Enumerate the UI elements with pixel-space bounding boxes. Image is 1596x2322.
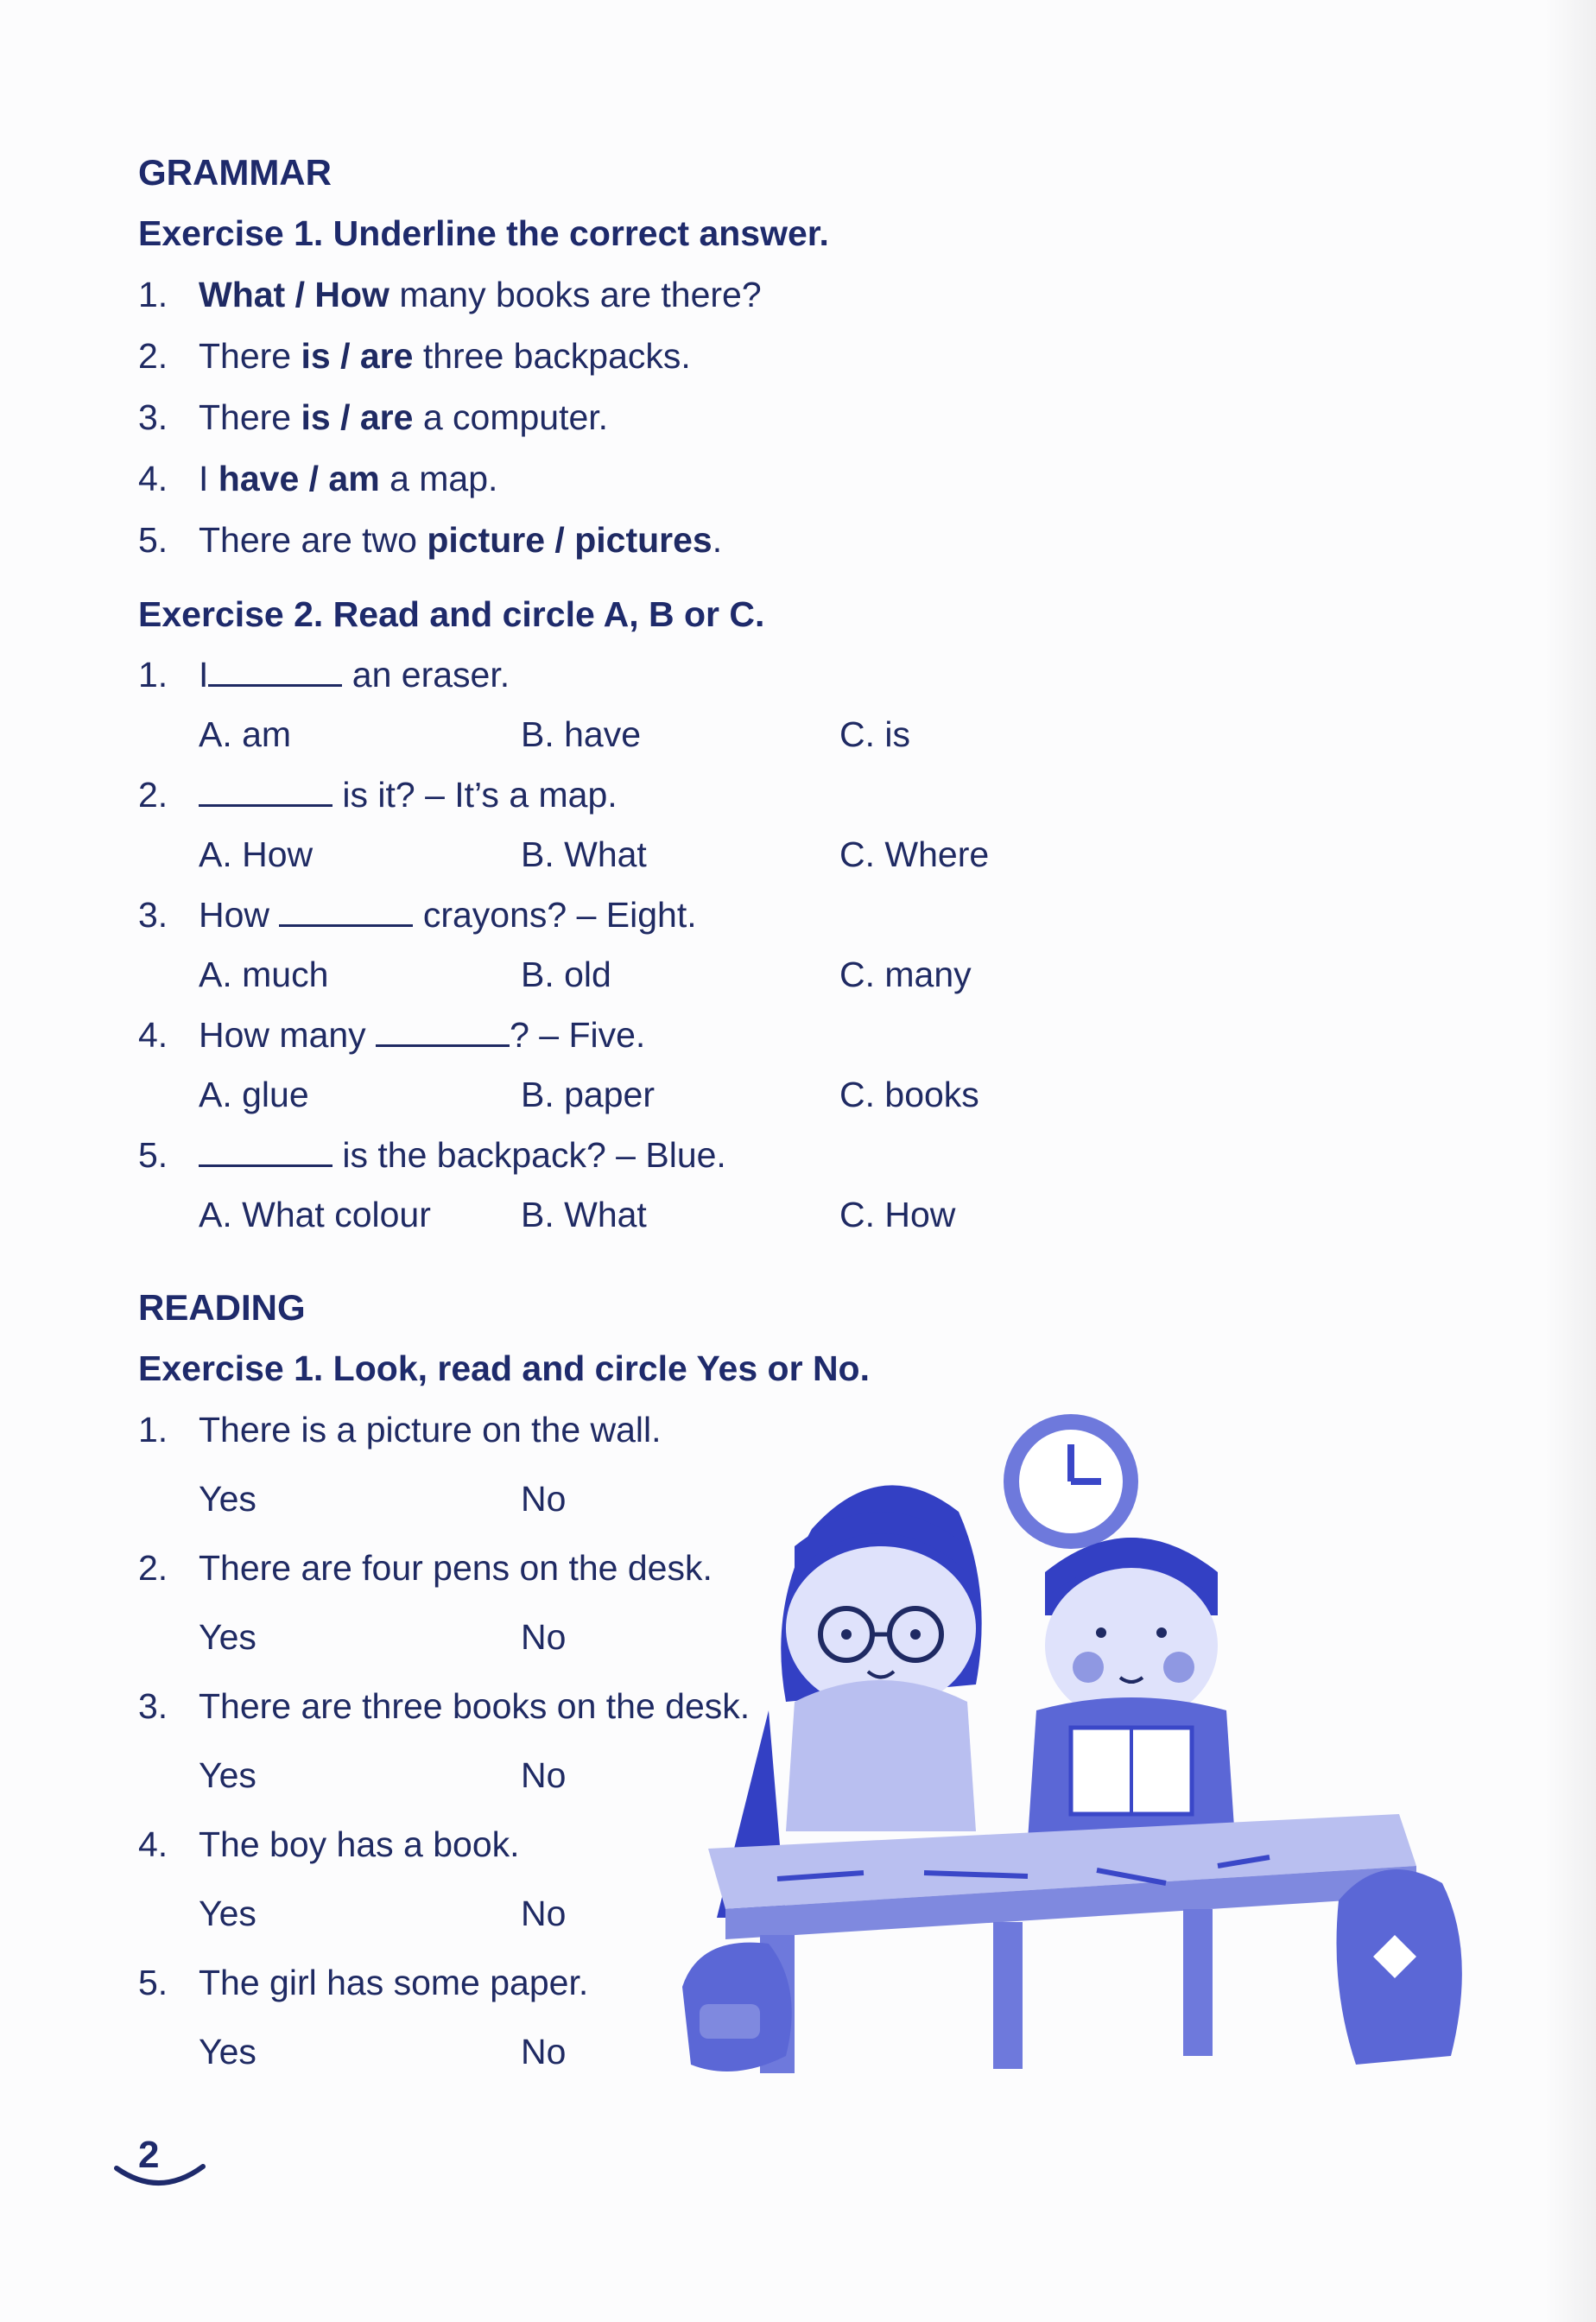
sentence-text: is the backpack? – Blue.	[332, 1135, 726, 1175]
option-c[interactable]: C. books	[839, 1075, 979, 1114]
sentence-text: crayons? – Eight.	[413, 895, 697, 935]
item-sentence	[199, 397, 608, 438]
option-c[interactable]: C. is	[839, 714, 910, 754]
item-statement: There are four pens on the desk.	[199, 1548, 712, 1588]
yes-option[interactable]: Yes	[199, 1894, 256, 1933]
sentence-text: There are two	[199, 520, 428, 560]
backpack-left-icon	[682, 1943, 792, 2071]
grammar-heading: GRAMMAR	[138, 152, 332, 193]
item-number: 5.	[138, 1963, 168, 2002]
item-number: 5.	[138, 520, 168, 560]
answer-blank[interactable]	[208, 658, 342, 687]
sentence-text: many books are there?	[389, 275, 762, 314]
item-number: 2.	[138, 1548, 168, 1588]
sentence-text: There	[199, 397, 301, 437]
sentence-text: ? – Five.	[510, 1015, 646, 1055]
option-b[interactable]: B. What	[521, 834, 647, 874]
answer-blank[interactable]	[199, 778, 332, 807]
item-number: 4.	[138, 1824, 168, 1864]
no-option[interactable]: No	[521, 1894, 567, 1933]
answer-blank[interactable]	[199, 1139, 332, 1167]
sentence-text: .	[712, 520, 723, 560]
page-edge-shadow	[1544, 0, 1596, 2322]
item-number: 1.	[138, 655, 168, 695]
item-number: 4.	[138, 459, 168, 498]
sentence-text: I	[199, 655, 209, 695]
option-c[interactable]: C. How	[839, 1195, 956, 1234]
option-a[interactable]: A. am	[199, 714, 292, 754]
sentence-choice[interactable]: is / are	[301, 336, 414, 376]
sentence-text: a computer.	[413, 397, 609, 437]
sentence-text: an eraser.	[342, 655, 510, 695]
item-number: 2.	[138, 336, 168, 376]
yes-option[interactable]: Yes	[199, 1755, 256, 1795]
item-sentence	[199, 895, 697, 936]
sentence-text: is it? – It’s a map.	[332, 775, 618, 815]
yes-option[interactable]: Yes	[199, 1617, 256, 1657]
item-statement: The girl has some paper.	[199, 1963, 589, 2002]
sentence-text: There	[199, 336, 301, 376]
item-statement: There are three books on the desk.	[199, 1686, 750, 1726]
sentence-choice[interactable]: is / are	[301, 397, 414, 437]
item-number: 1.	[138, 275, 168, 314]
sentence-choice[interactable]: What / How	[199, 275, 390, 314]
sentence-text: three backpacks.	[413, 336, 691, 376]
item-number: 3.	[138, 1686, 168, 1726]
item-statement: There is a picture on the wall.	[199, 1410, 662, 1450]
page-number-swoosh-icon	[112, 2160, 207, 2194]
option-a[interactable]: A. What colour	[199, 1195, 431, 1234]
option-b[interactable]: B. old	[521, 955, 611, 994]
sentence-text: How	[199, 895, 280, 935]
yes-option[interactable]: Yes	[199, 2032, 256, 2071]
item-sentence	[199, 775, 618, 815]
option-b[interactable]: B. paper	[521, 1075, 655, 1114]
option-c[interactable]: C. many	[839, 955, 972, 994]
option-a[interactable]: A. How	[199, 834, 314, 874]
item-number: 3.	[138, 397, 168, 437]
sentence-text: I	[199, 459, 218, 498]
item-number: 3.	[138, 895, 168, 935]
answer-blank[interactable]	[376, 1018, 510, 1047]
grammar-exercise-1-title: Exercise 1. Underline the correct answer.	[138, 213, 829, 253]
item-number: 1.	[138, 1410, 168, 1450]
desk-figure	[708, 1814, 1416, 2073]
sentence-choice[interactable]: have / am	[218, 459, 380, 498]
no-option[interactable]: No	[521, 1479, 567, 1519]
item-sentence	[199, 459, 497, 499]
item-sentence	[199, 275, 762, 315]
answer-blank[interactable]	[279, 898, 413, 927]
boy-figure	[1028, 1538, 1235, 1840]
item-sentence	[199, 1135, 726, 1176]
no-option[interactable]: No	[521, 1755, 567, 1795]
item-number: 5.	[138, 1135, 168, 1175]
sentence-text: How many	[199, 1015, 377, 1055]
option-b[interactable]: B. have	[521, 714, 642, 754]
item-statement: The boy has a book.	[199, 1824, 520, 1864]
sentence-text: a map.	[379, 459, 498, 498]
sentence-choice[interactable]: picture / pictures	[427, 520, 712, 560]
reading-exercise-1-title: Exercise 1. Look, read and circle Yes or No.	[138, 1348, 870, 1388]
grammar-exercise-2-title: Exercise 2. Read and circle A, B or C.	[138, 594, 765, 634]
option-a[interactable]: A. glue	[199, 1075, 309, 1114]
wall-clock-icon	[1004, 1414, 1138, 1549]
reading-heading: READING	[138, 1287, 306, 1328]
classroom-illustration	[665, 1399, 1477, 2082]
page-number: 2	[138, 2134, 160, 2176]
no-option[interactable]: No	[521, 1617, 567, 1657]
item-sentence	[199, 1015, 645, 1056]
yes-option[interactable]: Yes	[199, 1479, 256, 1519]
no-option[interactable]: No	[521, 2032, 567, 2071]
option-c[interactable]: C. Where	[839, 834, 990, 874]
option-a[interactable]: A. much	[199, 955, 329, 994]
backpack-right-icon	[1337, 1869, 1462, 2065]
item-number: 4.	[138, 1015, 168, 1055]
item-sentence	[199, 520, 722, 561]
option-b[interactable]: B. What	[521, 1195, 647, 1234]
item-sentence	[199, 336, 691, 377]
item-number: 2.	[138, 775, 168, 815]
item-sentence	[199, 655, 510, 695]
